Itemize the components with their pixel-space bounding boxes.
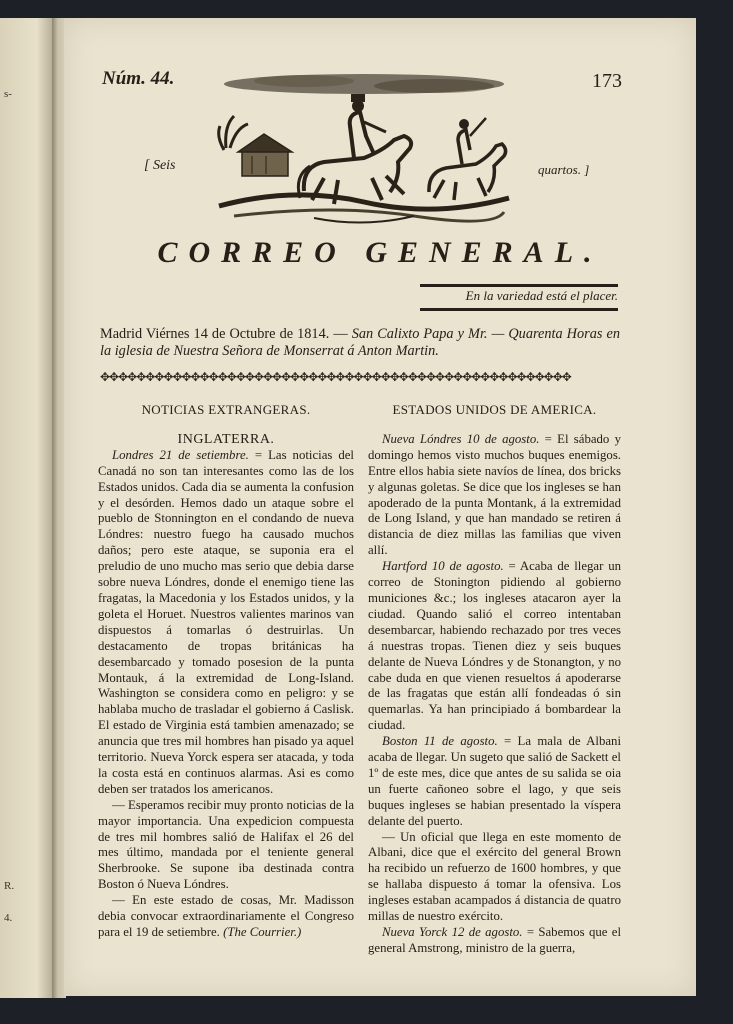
newspaper-page	[64, 18, 696, 996]
newspaper-title: CORREO GENERAL.	[157, 236, 603, 269]
issue-number: Núm. 44.	[102, 68, 175, 89]
motto-rule-top	[420, 284, 618, 287]
dateline-saint: San Calixto Papa y Mr. — Quarenta Horas en la iglesia de Nuestra Señora de Monserrat á Anton Martin.	[100, 326, 620, 359]
article-dateline: Boston 11 de agosto.	[382, 734, 498, 749]
horsemen-woodcut-illustration	[214, 66, 514, 226]
article-paragraph: Hartford 10 de agosto. = Acaba de llegar un correo de Stonington pidiendo al gobierno municiones &c.; los ingleses atacaron ayer la ciudad. Quando salió el correo intentaban desembarcar, habiendo rechazado por tres veces á nuestras tropas. Tienen diez y seis buques delante de Nueva Lóndres y de Stonangton, y no cabe duda en que vienen resueltos á apoderarse de las fragatas que están allí fondeadas ó sin quemarlas. Ya han principiado á bombardear la ciudad.	[368, 559, 621, 733]
left-page-edge	[0, 18, 52, 998]
section-heading-foreign-news: NOTICIAS EXTRANGERAS.	[141, 402, 311, 417]
article-paragraph: Nueva Lóndres 10 de agosto. = El sábado y domingo hemos visto muchos buques enemigos. Entre ellos habia siete navíos de línea, dos bricks y algunas goletas. Se dice que los ingleses se han apoderado de la punta Montank, á la extremidad de Long Island, y que han mandado se retiren á distancia de diez millas las familias que viven allí.	[368, 431, 621, 558]
article-dateline: Londres 21 de setiembre.	[112, 447, 249, 462]
price-right: quartos. ]	[538, 162, 590, 177]
dateline	[100, 326, 620, 360]
article-paragraph: Boston 11 de agosto. = La mala de Albani acaba de llegar. Un sugeto que salió de Sackett el 1º de este mes, dice que antes de su salida se oia un fuerte cañoneo sobre el lago, y que seis buques ingleses se habian presentado la víspera delante del puerto.	[368, 734, 622, 828]
left-column	[98, 402, 354, 941]
article-paragraph: Londres 21 de setiembre. = Las noticias del Canadá no son tan interesantes como las de los Estados unidos. Cada dia se aumenta la confusion y el desórden. Hemos dado un ataque sobre el pueblo de Stonnington en el condando de nueva Lóndres: nuestro fuego ha causado muchos daños; pero este ataque, se suponia era el preludio de uno mucho mas serio que debia darse sobre nueva Lóndres, donde el enemigo tiene las fragatas, la Macedonia y los Estados unidos, y la goleta el Horuet. Nuestros valientes marinos van dispuestos á tomarlas ó destruirlas. Un destacamento de tropas británicas ha desembarcado y tomado posesion de la punta Montauk, á la extremidad de Long-Island. Washington se considera como en peligro: y se hablaba mucho de trasladar el gobierno á Caslisk. El estado de Virginia está tambien amenazado; se anuncia que tres mil hombres han pisado ya aquel territorio. Nueva Yorck espera ser atacada, y toda la costa está en continuos alarmas. Asi es como deben ser tratados los americanos.	[98, 447, 354, 796]
subsection-heading-england: INGLATERRA.	[177, 431, 275, 447]
motto: En la variedad está el placer.	[465, 288, 618, 303]
ornamental-divider: ✥✥✥✥✥✥✥✥✥✥✥✥✥✥✥✥✥✥✥✥✥✥✥✥✥✥✥✥✥✥✥✥✥✥✥✥✥✥✥✥✥✥✥✥✥✥✥✥✥✥✥✥	[100, 370, 571, 384]
article-paragraph: — Esperamos recibir muy pronto noticias de la mayor importancia. Una expedicion compuesta de tres mil hombres salió de Halifax el 26 del mes último, mandada por el teniente general Sherbrooke. Se supone iba destinada contra Boston ó Nueva Lóndres.	[98, 797, 355, 892]
dateline-main: Madrid Viérnes 14 de Octubre de 1814. —	[100, 326, 348, 342]
page-number: 173	[592, 70, 622, 92]
article-dateline: Nueva Yorck 12 de agosto.	[382, 925, 523, 939]
left-page-mark: R.	[4, 880, 15, 892]
article-paragraph: — En este estado de cosas, Mr. Madisson debia convocar extraordinariamente el Congreso para el 19 de setiembre. (The Courrier.)	[98, 893, 354, 939]
article-dateline: Hartford 10 de agosto.	[382, 559, 504, 574]
price-left: [ Seis	[144, 158, 176, 173]
article-dateline: Nueva Lóndres 10 de agosto.	[382, 431, 540, 446]
section-heading-united-states: ESTADOS UNIDOS DE AMERICA.	[392, 402, 597, 417]
left-page-mark: s-	[4, 88, 12, 100]
left-page-mark: 4.	[4, 912, 13, 924]
article-source: (The Courrier.)	[223, 925, 302, 939]
right-column	[368, 402, 621, 957]
motto-rule-bottom	[420, 308, 618, 311]
article-paragraph: — Un oficial que llega en este momento de Albani, dice que el exército del general Brown ha recibido un refuerzo de 1600 hombres, y que se hallaba dispuesto á tomar la ofensiva. Los ingleses estaban acampados á distancia de quatro millas de nuestro exército.	[368, 829, 621, 924]
article-paragraph: Nueva Yorck 12 de agosto. = Sabemos que el general Amstrong, ministro de la guerra,	[368, 925, 621, 955]
